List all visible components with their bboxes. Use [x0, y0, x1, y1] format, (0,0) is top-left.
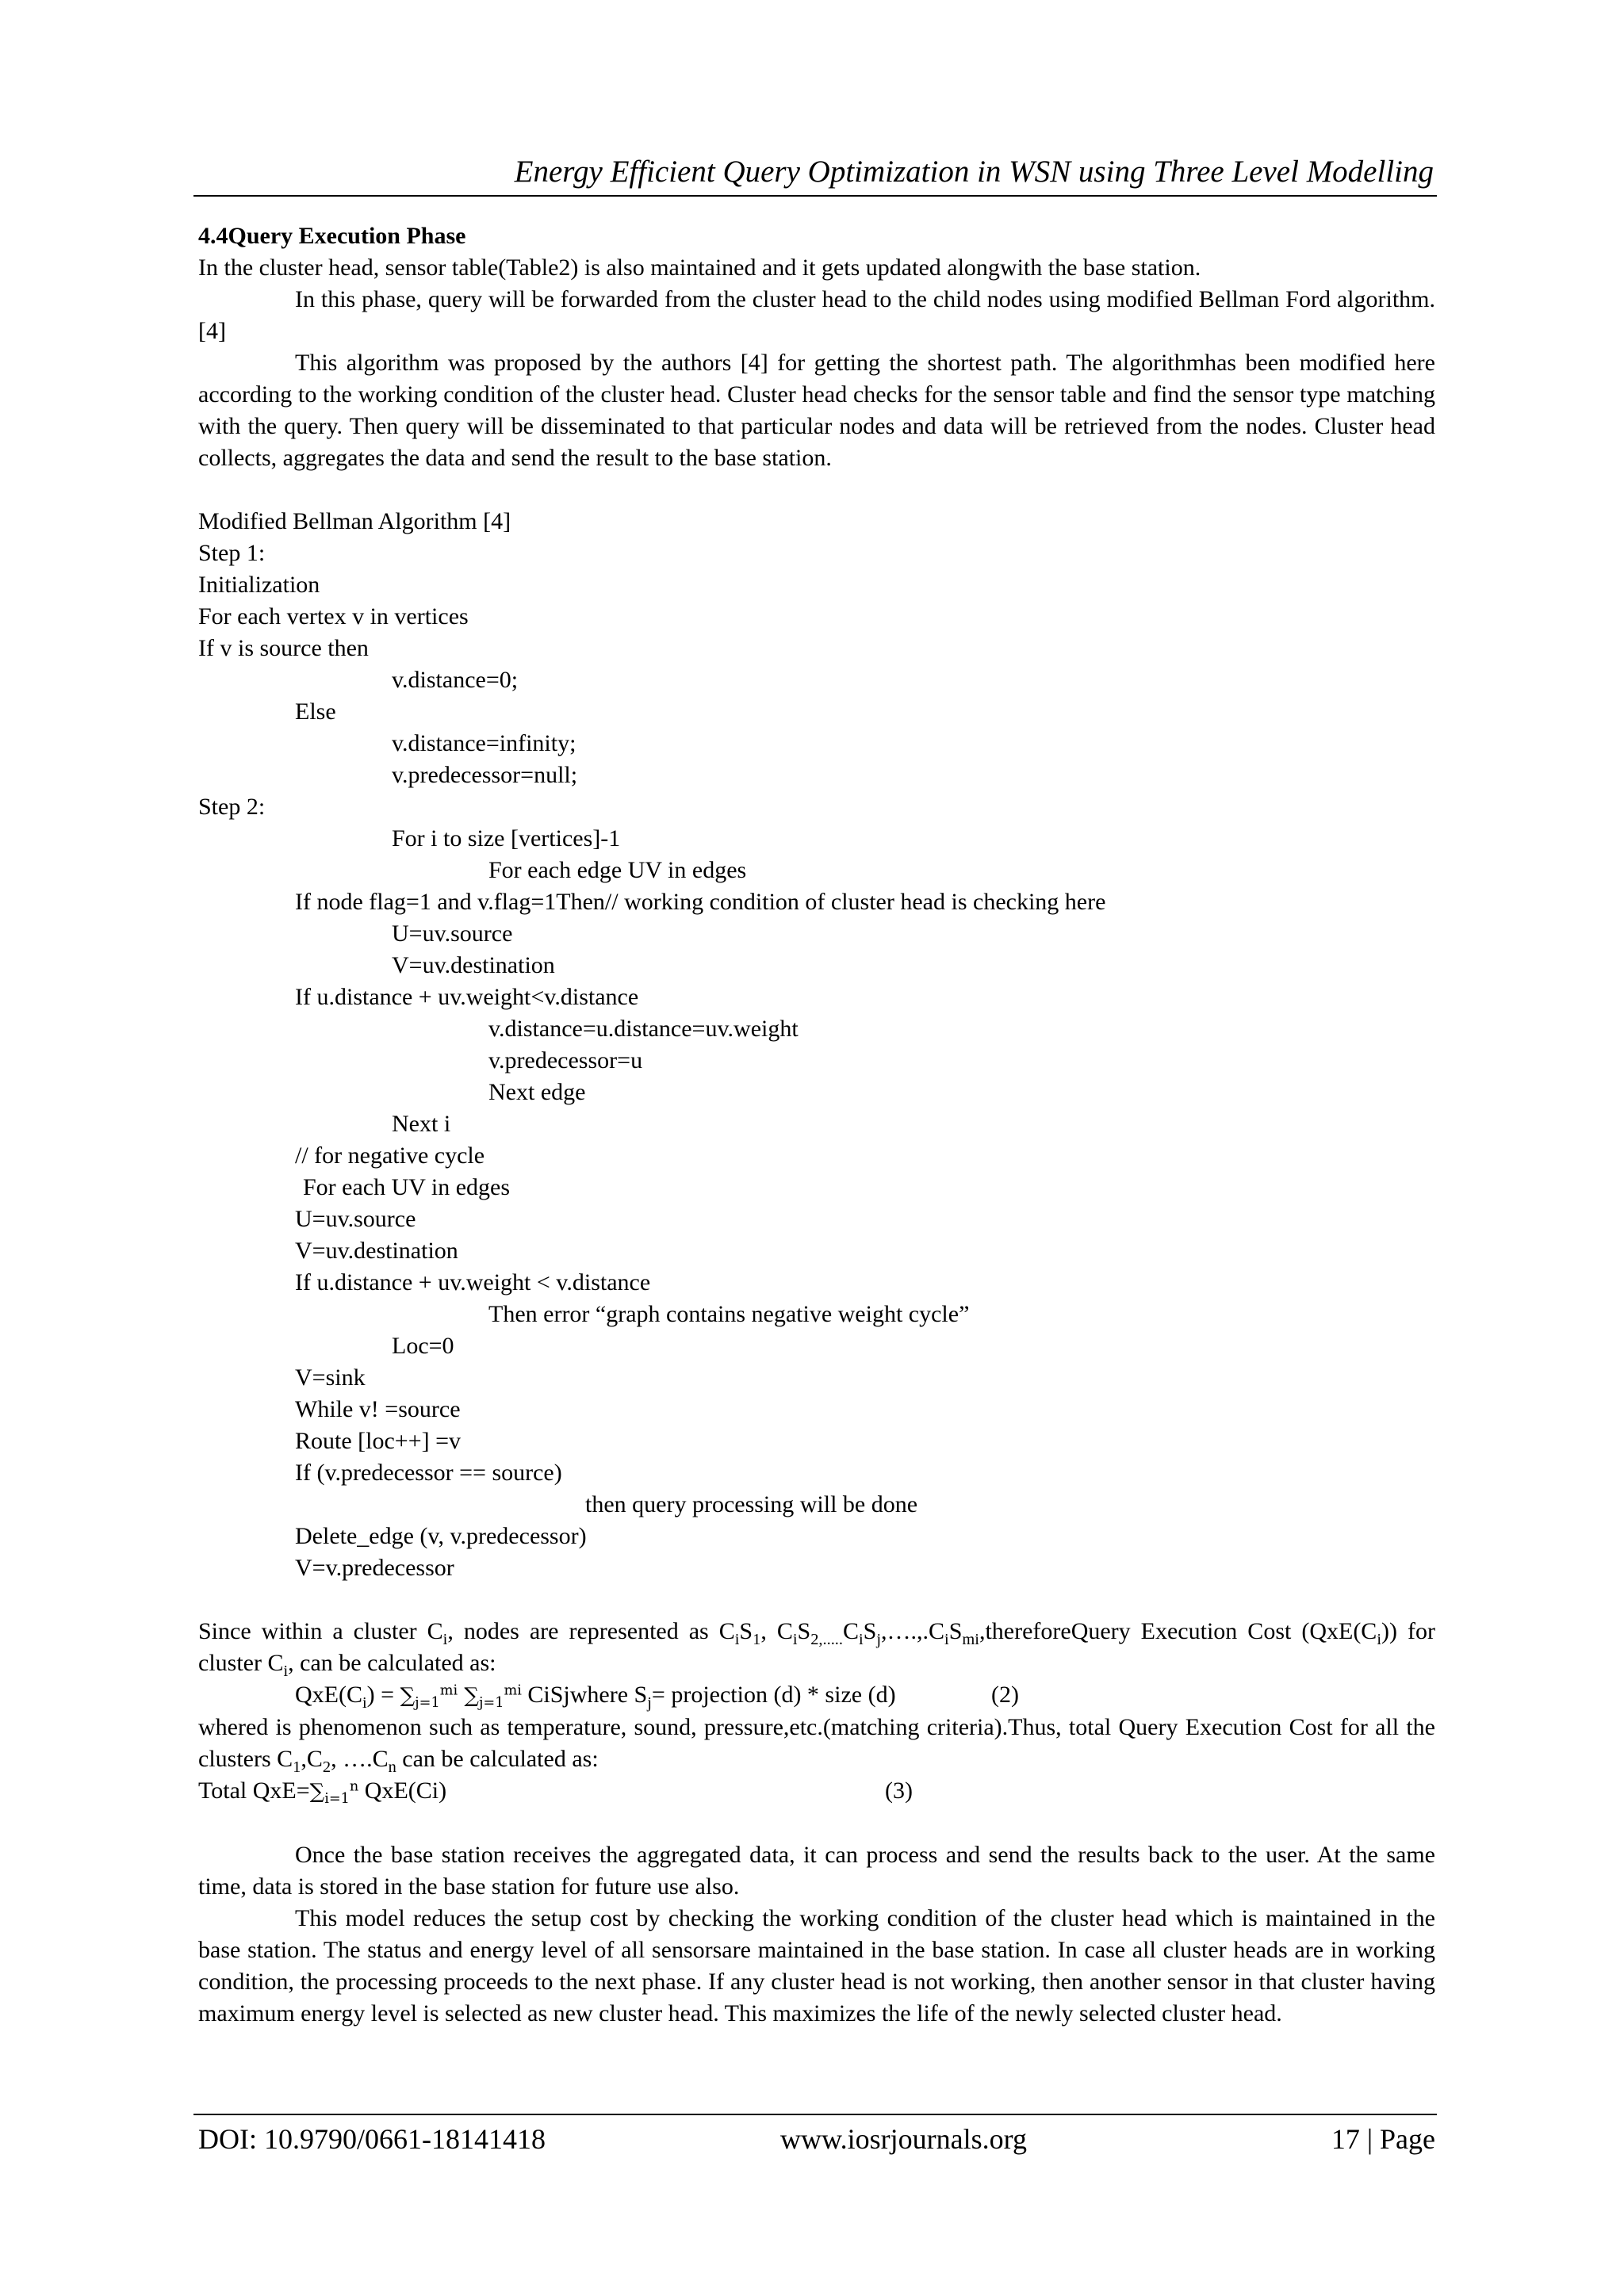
running-header: Energy Efficient Query Optimization in WSN using Three Level Modelling	[514, 155, 1434, 189]
algorithm-line: v.predecessor=null;	[392, 762, 578, 788]
paragraph: In this phase, query will be forwarded from the cluster head to the child nodes using modified Bellman Ford algorithm.[4]	[198, 286, 1435, 344]
equation-2: $QxE(C_i) = \sum_{j=1}^{mi}$ $\sum_{j=1}^{mi}$ CiSjwhere $S_j=$ projection (d) * size (d) (2)	[198, 1679, 1435, 1712]
algorithm-line: U=uv.source	[295, 1206, 416, 1232]
algorithm-line: Initialization	[198, 572, 320, 598]
equation-number: (2)	[991, 1682, 1019, 1708]
algorithm-line: If (v.predecessor == source)	[295, 1460, 562, 1486]
algorithm-line: While v! =source	[295, 1396, 461, 1422]
algorithm-line: For each edge UV in edges	[488, 857, 747, 883]
website-text: www.iosrjournals.org	[780, 2123, 1027, 2155]
algorithm-line: For i to size [vertices]-1	[392, 825, 621, 851]
algorithm-line: Step 1:	[198, 540, 266, 566]
algorithm-line: Else	[295, 698, 336, 725]
algorithm-line: If node flag=1 and v.flag=1Then// working condition of cluster head is checking here	[295, 889, 1106, 915]
algorithm-line: Next i	[392, 1111, 451, 1137]
algorithm-title: Modified Bellman Algorithm [4]	[198, 508, 511, 534]
algorithm-line: Then error “graph contains negative weight cycle”	[488, 1301, 970, 1327]
algorithm-line: v.distance=infinity;	[392, 730, 576, 756]
algorithm-line: For each vertex v in vertices	[198, 603, 469, 629]
algorithm-line: Route [loc++] =v	[295, 1428, 462, 1454]
algorithm-line: If v is source then	[198, 635, 369, 661]
page-number: 17 | Page	[1331, 2123, 1435, 2155]
equation-number: (3)	[885, 1777, 913, 1804]
cost-intro: Since within a cluster $C_i$, nodes are represented as $C_iS_1$, $C_iS_{2,.....}C_iS_j,\dots.,.C_iS_{mi},thereforeQuery$ Execution Cost $(QxE(C_i))$ for cluster $C_i$, can be calculated as:	[198, 1618, 1435, 1680]
algorithm-line: V=sink	[295, 1364, 366, 1391]
where-paragraph: whered is phenomenon such as temperature, sound, pressure,etc.(matching criteria).Thus, total Query Execution Cost for all the clusters $C_1,C_2$, $\dots.C_n$ can be calculated as:	[198, 1714, 1435, 1776]
section-heading: 4.4Query Execution Phase	[198, 223, 466, 249]
header-rule	[193, 195, 1437, 197]
paragraph: Once the base station receives the aggregated data, it can process and send the results back to the user. At the same time, data is stored in the base station for future use also.	[198, 1842, 1435, 1900]
algorithm-line: V=uv.destination	[295, 1238, 458, 1264]
algorithm-line: Step 2:	[198, 794, 266, 820]
doi-text: DOI: 10.9790/0661-18141418	[198, 2123, 546, 2155]
main-content	[198, 220, 1435, 2030]
algorithm-line: Next edge	[488, 1079, 586, 1105]
algorithm-line: If u.distance + uv.weight < v.distance	[295, 1269, 651, 1295]
algorithm-line: v.distance=u.distance=uv.weight	[488, 1016, 799, 1042]
algorithm-line: V=uv.destination	[392, 952, 555, 978]
paragraph: In the cluster head, sensor table(Table2) is also maintained and it gets updated alongwith the base station.	[198, 254, 1201, 281]
paragraph: This model reduces the setup cost by checking the working condition of the cluster head which is maintained in the base station. The status and energy level of all sensorsare maintained in the base station. In case all cluster heads are in working condition, the processing proceeds to the next phase. If any cluster head is not working, then another sensor in that cluster having maximum energy level is selected as new cluster head. This maximizes the life of the newly selected cluster head.	[198, 1905, 1435, 2026]
algorithm-line: // for negative cycle	[295, 1142, 485, 1169]
algorithm-line: Loc=0	[392, 1333, 454, 1359]
algorithm-line: V=v.predecessor	[295, 1555, 454, 1581]
algorithm-line: If u.distance + uv.weight<v.distance	[295, 984, 639, 1010]
algorithm-line: For each UV in edges	[303, 1174, 511, 1200]
algorithm-listing	[198, 506, 1435, 1584]
algorithm-line: Delete_edge (v, v.predecessor)	[295, 1523, 587, 1549]
equation-3: Total $QxE=\sum_{i=1}^n$ QxE(Ci) (3)	[198, 1775, 1435, 1808]
algorithm-line: U=uv.source	[392, 920, 513, 947]
paragraph: This algorithm was proposed by the authors [4] for getting the shortest path. The algorithmhas been modified here according to the working condition of the cluster head. Cluster head checks for the sensor table and find the sensor type matching with the query. Then query will be disseminated to that particular nodes and data will be retrieved from the nodes. Cluster head collects, aggregates the data and send the result to the base station.	[198, 350, 1435, 471]
footer-rule	[193, 2114, 1437, 2115]
algorithm-line: then query processing will be done	[585, 1491, 918, 1517]
algorithm-line: v.predecessor=u	[488, 1047, 643, 1073]
algorithm-line: v.distance=0;	[392, 667, 519, 693]
